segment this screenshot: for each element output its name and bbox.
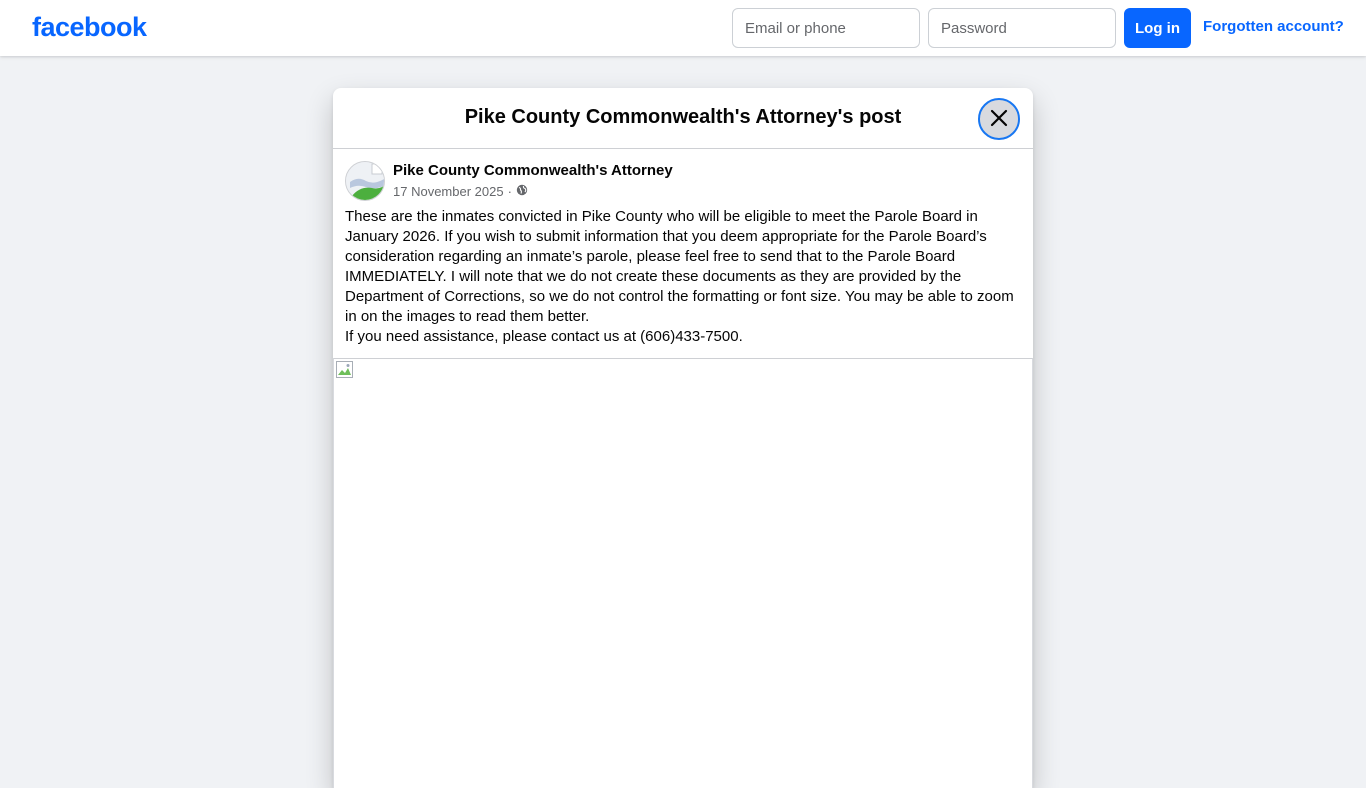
dialog-header [333, 88, 1033, 149]
password-input[interactable] [928, 8, 1116, 48]
login-button[interactable]: Log in [1124, 8, 1191, 48]
email-input[interactable] [732, 8, 920, 48]
post-paragraph: If you need assistance, please contact us at (606)433-7500. [345, 328, 743, 345]
dialog-title: Pike County Commonwealth's Attorney's post [464, 106, 902, 128]
top-navigation-bar [0, 0, 1366, 56]
post-header [345, 161, 1021, 203]
author-avatar[interactable] [345, 161, 385, 201]
meta-separator: · [507, 183, 512, 199]
post-dialog [333, 88, 1033, 788]
forgotten-account-link[interactable]: Forgotten account? [1203, 18, 1344, 35]
post-text [345, 207, 1025, 347]
post-paragraph: These are the inmates convicted in Pike County who will be eligible to meet the Parole Board in January 2026. If you wish to submit information that you deem appropriate for the Parole Board’s consideration regarding an inmate’s parole, please feel free to send that to the Parole Board IMMEDIATELY. I will note that we do not create these documents as they are provided by the Department of Corrections, so we do not control the formatting or font size. You may be able to zoom in on the images to read them better. [345, 208, 1014, 325]
post-date[interactable]: 17 November 2025 [393, 183, 504, 199]
close-button[interactable] [978, 98, 1020, 140]
post-image[interactable] [333, 358, 1033, 788]
post-meta [393, 183, 528, 199]
broken-image-icon [336, 361, 354, 384]
close-icon [990, 109, 1008, 130]
author-name[interactable]: Pike County Commonwealth's Attorney [393, 162, 673, 179]
facebook-logo[interactable]: facebook [32, 12, 147, 42]
globe-icon [516, 184, 528, 199]
